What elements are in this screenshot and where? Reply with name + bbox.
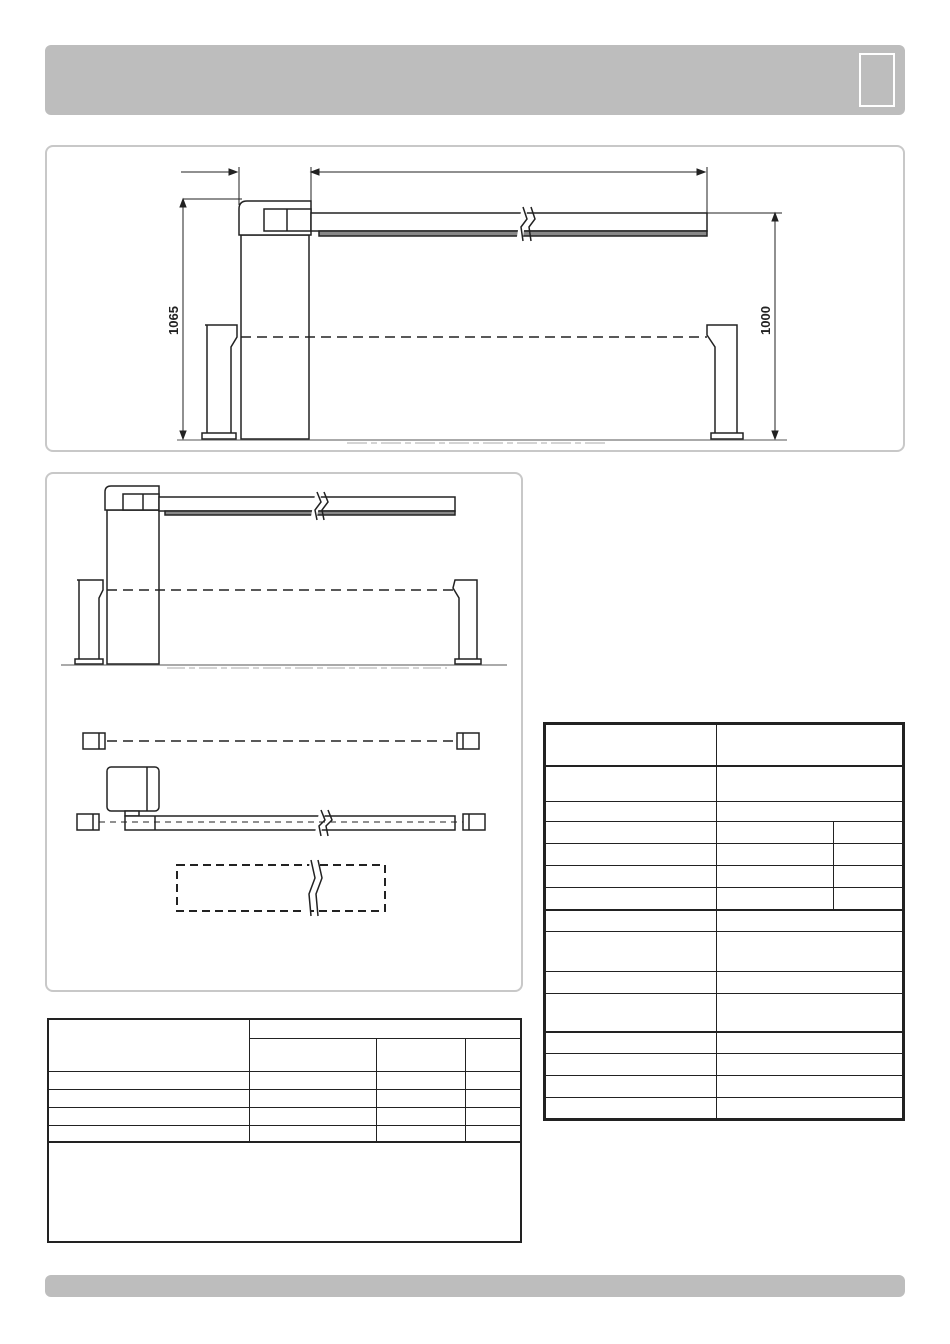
- table-right-row: [545, 994, 904, 1032]
- table-right-row: [545, 802, 904, 822]
- table-left-cell: [377, 1038, 466, 1071]
- table-left-row: [48, 1071, 521, 1089]
- table-right-row: [545, 844, 904, 866]
- plan-elevation-cabinet: [105, 486, 159, 664]
- barrier-plan-drawing: [47, 474, 525, 994]
- table-right-row: [545, 1098, 904, 1120]
- table-right-row: [545, 910, 904, 932]
- figure-barrier-plan: [45, 472, 523, 992]
- table-right-row: [545, 1076, 904, 1098]
- table-right-row: [545, 932, 904, 972]
- header-tab-box: [859, 53, 895, 107]
- table-right-row: [545, 972, 904, 994]
- table-left-row: [48, 1089, 521, 1107]
- footer-bar: [45, 1275, 905, 1297]
- height-label-left: 1065: [166, 306, 181, 335]
- table-left-notes-row: [48, 1142, 521, 1242]
- table-left: [47, 1018, 522, 1243]
- table-right-row: [545, 1054, 904, 1076]
- plan-boom-top: [125, 808, 455, 838]
- table-right-row: [545, 866, 904, 888]
- table-right-row: [545, 822, 904, 844]
- header-bar: [45, 45, 905, 115]
- barrier-elevation-drawing: [47, 147, 907, 454]
- table-left-cell: [48, 1019, 250, 1071]
- table-left-cell: [250, 1038, 377, 1071]
- figure-barrier-elevation: [45, 145, 905, 452]
- table-right-row: [545, 1032, 904, 1054]
- plan-cabinet-top: [107, 767, 159, 816]
- plan-elevation-boom: [159, 490, 455, 522]
- barrier-cabinet: [239, 201, 311, 439]
- table-right-row: [545, 888, 904, 910]
- table-left-row: [48, 1125, 521, 1142]
- height-label-right: 1000: [758, 306, 773, 335]
- table-left-row: [48, 1107, 521, 1125]
- table-left-cell: [466, 1038, 522, 1071]
- table-right: [543, 722, 905, 1121]
- plan-detection-area: [177, 865, 385, 911]
- boom-arm: [311, 205, 707, 243]
- table-left-cell: [250, 1019, 522, 1038]
- table-right-header-row: [545, 724, 904, 766]
- table-right-row: [545, 766, 904, 802]
